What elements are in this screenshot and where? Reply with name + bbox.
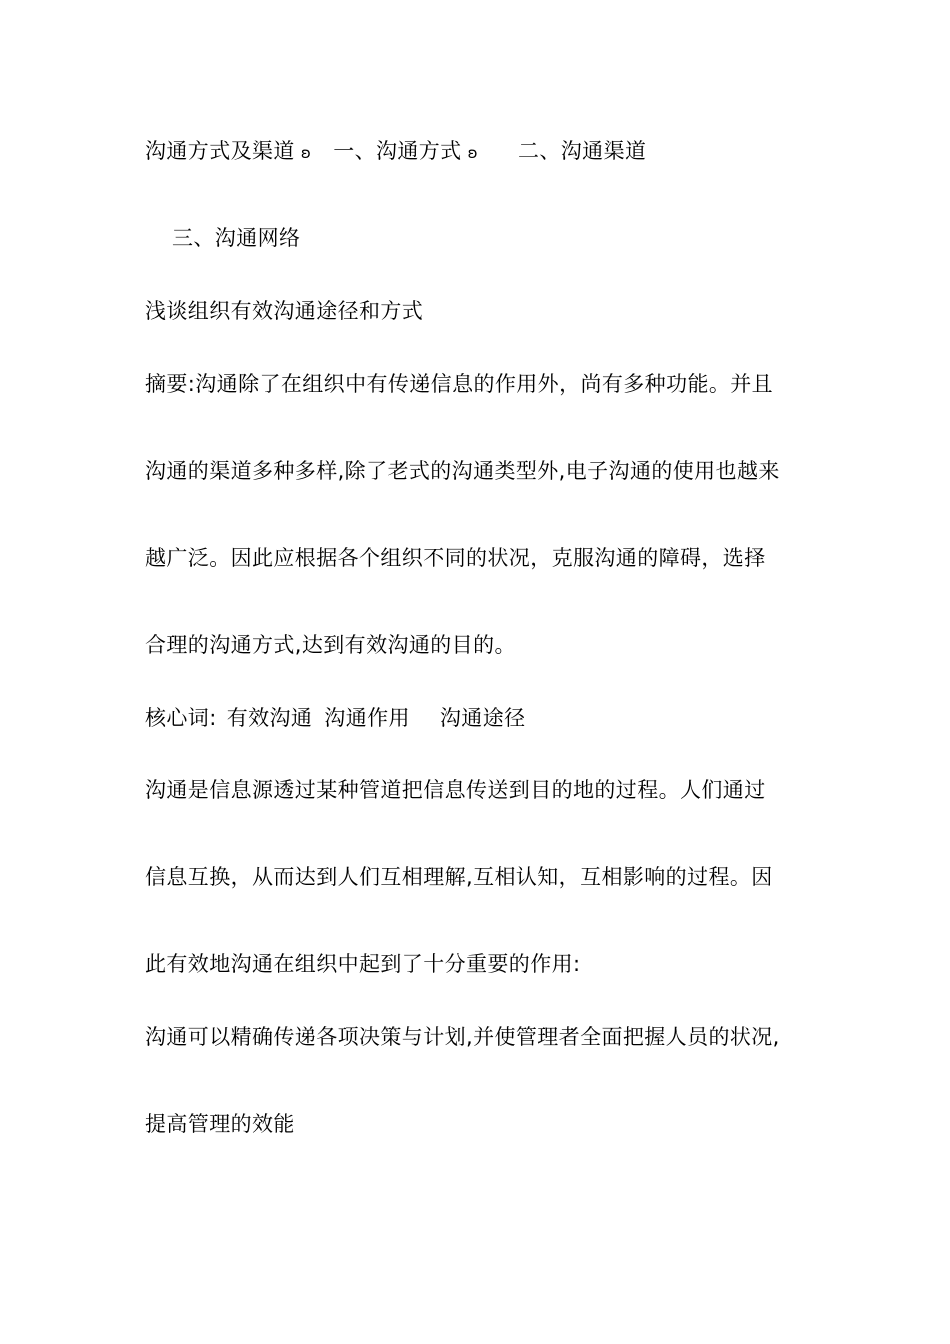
toc-title: 沟通方式及渠道 xyxy=(145,139,295,163)
toc-line xyxy=(145,137,646,167)
toc-item-2: 二、沟通渠道 xyxy=(517,139,647,163)
keywords-line xyxy=(145,704,526,732)
abstract-line-3: 越广泛。因此应根据各个组织不同的状况，克服沟通的障碍，选择 xyxy=(145,546,766,570)
body-line-3: 此有效地沟通在组织中起到了十分重要的作用: xyxy=(145,952,581,976)
toc-item-1: 一、沟通方式 xyxy=(333,139,462,163)
abstract-line-4: 合理的沟通方式,达到有效沟通的目的。 xyxy=(145,633,516,657)
body-line-5: 提高管理的效能 xyxy=(145,1112,295,1136)
keyword-1: 有效沟通 xyxy=(226,706,313,730)
abstract-line-1: 摘要:沟通除了在组织中有传递信息的作用外，尚有多种功能。并且 xyxy=(145,372,774,396)
article-title: 浅谈组织有效沟通途径和方式 xyxy=(145,299,424,323)
keyword-3: 沟通途径 xyxy=(439,706,526,730)
body-line-2: 信息互换，从而达到人们互相理解,互相认知，互相影响的过程。因 xyxy=(145,865,773,889)
toc-mark-2: ʚ xyxy=(467,144,478,162)
keywords-label: 核心词: xyxy=(145,706,217,730)
toc-mark-1: ʚ xyxy=(300,144,312,162)
keyword-2: 沟通作用 xyxy=(324,706,410,730)
body-line-1: 沟通是信息源透过某种管道把信息传送到目的地的过程。人们通过 xyxy=(145,778,766,802)
toc-item-3: 三、沟通网络 xyxy=(172,226,301,250)
body-line-4: 沟通可以精确传递各项决策与计划,并使管理者全面把握人员的状况, xyxy=(145,1025,780,1049)
abstract-line-2: 沟通的渠道多种多样,除了老式的沟通类型外,电子沟通的使用也越来 xyxy=(145,459,780,483)
